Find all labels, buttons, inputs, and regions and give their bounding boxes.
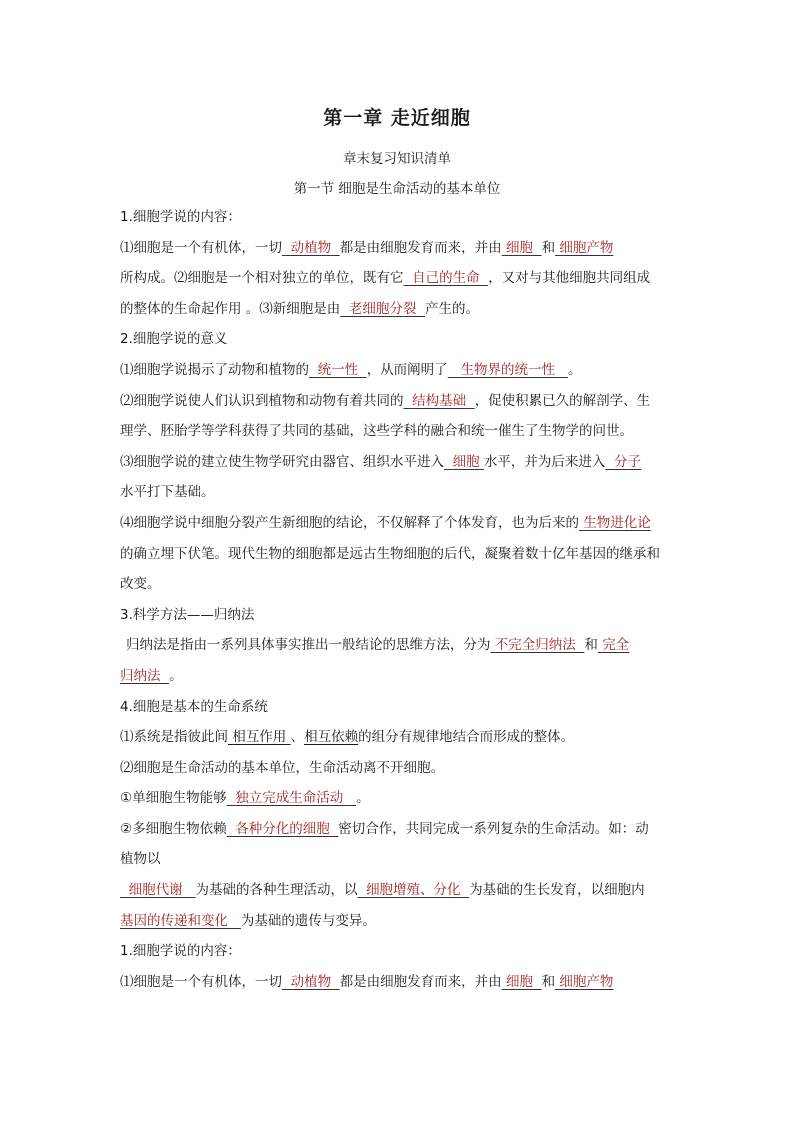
answer-blank — [309, 362, 367, 378]
text-span: 。 — [356, 790, 370, 807]
text-span: 为基础的各种生理活动，以 — [195, 882, 358, 899]
text-span: 水平，并为后来进入 — [483, 453, 606, 470]
paragraph-line — [120, 508, 680, 539]
paragraph-line — [120, 355, 680, 386]
text-span: 自己的生命 — [412, 270, 480, 287]
text-span: 都是由细胞发育而来，并由 — [339, 239, 502, 256]
text-span: 细胞代谢 — [128, 882, 183, 899]
paragraph-line — [120, 906, 680, 937]
answer-blank — [120, 913, 241, 929]
text-span: 生物界的统一性 — [460, 361, 556, 378]
paragraph-line — [120, 783, 680, 814]
paragraph-line — [120, 630, 680, 661]
paragraph-line — [120, 661, 680, 692]
paragraph-line — [120, 447, 680, 478]
section-title: 第一节 细胞是生命活动的基本单位 — [293, 181, 501, 197]
text-span: 相互作用 — [232, 729, 287, 746]
text-span: 细胞 — [452, 453, 480, 470]
text-span: 动植物 — [290, 239, 332, 256]
paragraph-line — [120, 386, 680, 417]
answer-blank — [340, 301, 425, 317]
review-subtitle: 章末复习知识清单 — [343, 151, 451, 167]
text-span: 为基础的生长发育，以细胞内 — [469, 882, 645, 899]
paragraph-line: ⑵细胞是生命活动的基本单位，生命活动离不开细胞。 — [120, 759, 444, 776]
answer-blank — [282, 240, 340, 256]
chapter-title: 第一章 走近细胞 — [323, 107, 471, 129]
text-span: ⑴细胞学说揭示了动物和植物的 — [120, 361, 309, 378]
text-span: 的组分有规律地结合而形成的整体。 — [358, 729, 575, 746]
text-span: ⑷细胞学说中细胞分裂产生新细胞的结论，不仅解释了个体发育，也为后来的 — [120, 514, 579, 531]
text-span: 所构成。⑵细胞是一个相对独立的单位，既有它 — [120, 270, 404, 287]
text-span: 生物进化论 — [583, 514, 651, 531]
text-span: 基因的传递和变化 — [120, 912, 228, 929]
text-span: ，促使积累已久的解剖学、生 — [474, 392, 651, 409]
text-span: 细胞增殖、分化 — [366, 882, 461, 899]
text-span: 。 — [169, 667, 183, 684]
paragraph-line: 水平打下基础。 — [120, 484, 215, 501]
text-span: ⑵细胞学说使人们认识到植物和动物有着共同的 — [120, 392, 404, 409]
text-span: ，从而阐明了 — [366, 361, 448, 378]
text-span: 和 — [584, 637, 598, 654]
answer-blank — [120, 882, 195, 898]
answer-blank — [227, 790, 356, 806]
text-span: 完全 — [602, 637, 630, 654]
text-span: 、 — [290, 729, 305, 746]
text-span: 结构基础 — [412, 392, 467, 409]
paragraph-line — [120, 294, 680, 325]
answer-blank — [605, 454, 641, 470]
text-span: 归纳法 — [120, 667, 161, 684]
text-span: 不完全归纳法 — [494, 637, 576, 654]
heading-5: 1.细胞学说的内容： — [120, 943, 241, 960]
answer-blank — [404, 393, 475, 409]
paragraph-line: 植物以 — [120, 851, 161, 868]
answer-blank — [282, 974, 340, 990]
text-span: ⑴系统是指彼此间 — [120, 729, 228, 746]
text-span: 统一性 — [317, 361, 359, 378]
paragraph-line — [120, 722, 680, 753]
paragraph-line — [120, 233, 680, 264]
heading-3: 3.科学方法——归纳法 — [120, 606, 255, 623]
answer-blank — [120, 668, 169, 684]
text-span: 。 — [567, 361, 582, 378]
text-span: 产生的。 — [424, 300, 479, 317]
paragraph-line — [120, 967, 680, 998]
text-span: 各种分化的细胞 — [235, 820, 330, 837]
answer-blank — [357, 882, 469, 898]
text-span: 细胞 — [505, 239, 533, 256]
answer-blank — [502, 974, 542, 990]
text-span: ⑴细胞是一个有机体，一切 — [120, 239, 282, 256]
answer-blank — [227, 821, 339, 837]
heading-1: 1.细胞学说的内容： — [120, 209, 241, 225]
document-body — [120, 202, 680, 997]
text-span: 都是由细胞发育而来，并由 — [339, 973, 502, 990]
text-span: 和 — [541, 973, 556, 990]
answer-blank — [444, 454, 484, 470]
text-span: 细胞产物 — [559, 239, 614, 256]
text-span: ⑴细胞是一个有机体，一切 — [120, 973, 282, 990]
answer-blank — [555, 240, 613, 256]
text-span: 密切合作，共同完成一系列复杂的生命活动。如：动 — [338, 820, 649, 837]
underlined-term — [228, 729, 291, 745]
answer-blank — [448, 362, 568, 378]
answer-blank — [491, 637, 585, 653]
text-span: 细胞 — [505, 973, 533, 990]
answer-blank — [404, 270, 489, 286]
text-span: 为基础的遗传与变异。 — [240, 912, 376, 929]
paragraph-line: 改变。 — [120, 576, 161, 593]
paragraph-line — [120, 814, 680, 845]
paragraph-line — [120, 875, 680, 906]
text-span: ①单细胞生物能够 — [120, 790, 227, 807]
text-span: ⑶细胞学说的建立使生物学研究由器官、组织水平进入 — [120, 453, 444, 470]
text-span: 和 — [541, 239, 556, 256]
paragraph-line — [120, 263, 680, 294]
heading-2: 2.细胞学说的意义 — [120, 331, 228, 348]
text-span: 独立完成生命活动 — [235, 790, 344, 807]
text-span: ②多细胞生物依赖 — [120, 820, 227, 837]
text-span: 分子 — [613, 453, 641, 470]
text-span: 的整体的生命起作用 。⑶新细胞是由 — [120, 300, 341, 317]
text-span: 老细胞分裂 — [348, 300, 417, 317]
answer-blank — [502, 240, 542, 256]
paragraph-line: 的确立埋下伏笔。现代生物的细胞都是远古生物细胞的后代，凝聚着数十亿年基因的继承和 — [120, 545, 660, 562]
text-span: ，又对与其他细胞共同组成 — [488, 270, 651, 287]
answer-blank — [555, 974, 613, 990]
answer-blank — [579, 515, 651, 531]
heading-4: 4.细胞是基本的生命系统 — [120, 698, 268, 715]
text-span: 动植物 — [290, 973, 332, 990]
paragraph-line: 理学、胚胎学等学科获得了共同的基础，这些学科的融合和统一催生了生物学的问世。 — [120, 423, 633, 440]
text-span: 归纳法是指由一系列具体事实推出一般结论的思维方法，分为 — [126, 637, 491, 654]
underlined-term: 相互依赖 — [304, 729, 359, 746]
text-span: 细胞产物 — [559, 973, 614, 990]
answer-blank — [598, 637, 629, 653]
